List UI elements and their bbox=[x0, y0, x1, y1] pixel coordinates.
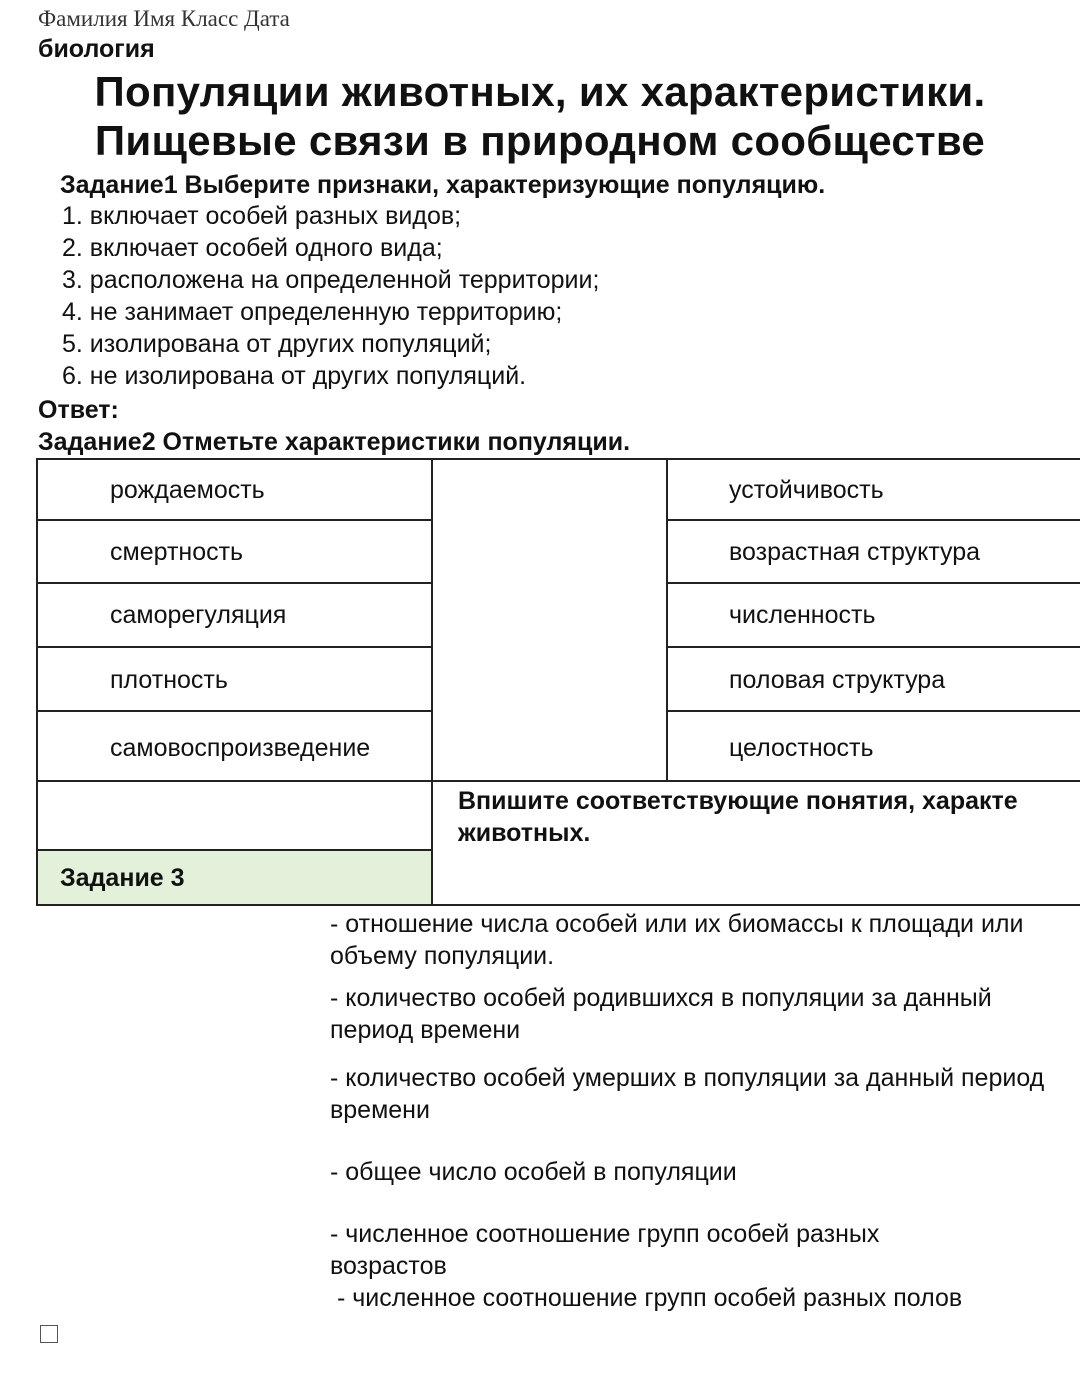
definition-item: - отношение числа особей или их биомассы к площади или объему популяции. bbox=[330, 910, 1024, 970]
definition-item: - общее число особей в популяции bbox=[330, 1158, 737, 1186]
task2-heading: Задание2 Отметьте характеристики популяции. bbox=[38, 428, 631, 456]
characteristic-label: возрастная структура bbox=[729, 538, 981, 566]
characteristic-cell[interactable] bbox=[668, 712, 1080, 780]
characteristic-cell[interactable] bbox=[38, 584, 431, 646]
task1-option[interactable]: 2. включает особей одного вида; bbox=[62, 234, 443, 262]
characteristic-cell[interactable] bbox=[668, 584, 1080, 646]
characteristic-label: численность bbox=[729, 601, 876, 629]
task1-option[interactable]: 4. не занимает определенную территорию; bbox=[62, 298, 563, 326]
task1-option[interactable]: 3. расположена на определенной территории; bbox=[62, 266, 600, 294]
task3-instruction-line: животных. bbox=[458, 819, 591, 847]
characteristic-cell[interactable] bbox=[38, 712, 431, 780]
characteristic-cell[interactable] bbox=[668, 648, 1080, 710]
table-divider bbox=[36, 780, 1080, 782]
student-info-line: Фамилия Имя Класс Дата bbox=[38, 6, 290, 31]
checkbox-icon[interactable] bbox=[40, 1325, 58, 1343]
definition-item: - численное соотношение групп особей разных возрастов bbox=[330, 1220, 880, 1280]
characteristic-cell[interactable] bbox=[38, 460, 431, 519]
characteristic-label: самовоспроизведение bbox=[110, 734, 371, 762]
page-title-line-2: Пищевые связи в природном сообществе bbox=[94, 117, 986, 164]
task3-instruction bbox=[458, 785, 1080, 849]
task3-label: Задание 3 bbox=[60, 864, 185, 892]
characteristic-label: устойчивость bbox=[729, 476, 884, 504]
characteristic-cell[interactable] bbox=[38, 648, 431, 710]
definition-item: - количество особей умерших в популяции за данный период времени bbox=[330, 1064, 1045, 1124]
task3-instruction-line: Впишите соответствующие понятия, характе bbox=[458, 787, 1018, 815]
characteristic-label: саморегуляция bbox=[110, 601, 287, 629]
characteristic-cell[interactable] bbox=[668, 521, 1080, 582]
answer-label: Ответ: bbox=[38, 396, 119, 424]
task1-option[interactable]: 6. не изолирована от других популяций. bbox=[62, 362, 527, 390]
definition-item: - количество особей родившихся в популяции за данный период времени bbox=[330, 984, 992, 1044]
characteristic-label: половая структура bbox=[729, 666, 946, 694]
task3-label-cell bbox=[38, 851, 431, 904]
task1-option[interactable]: 1. включает особей разных видов; bbox=[62, 202, 462, 230]
definition-item: - численное соотношение групп особей разных полов bbox=[330, 1284, 963, 1312]
characteristic-label: плотность bbox=[110, 666, 228, 694]
characteristic-cell[interactable] bbox=[38, 521, 431, 582]
characteristic-label: целостность bbox=[729, 734, 874, 762]
task1-option[interactable]: 5. изолирована от других популяций; bbox=[62, 330, 492, 358]
table-border-bottom bbox=[36, 904, 1080, 906]
subject-label: биология bbox=[38, 35, 155, 63]
characteristic-label: рождаемость bbox=[110, 476, 265, 504]
characteristic-cell[interactable] bbox=[668, 460, 1080, 519]
page-title-line-1: Популяции животных, их характеристики. bbox=[94, 68, 986, 115]
task1-heading: Задание1 Выберите признаки, характеризующие популяцию. bbox=[60, 171, 826, 199]
characteristic-label: смертность bbox=[110, 538, 244, 566]
table-divider-vertical bbox=[431, 458, 433, 906]
